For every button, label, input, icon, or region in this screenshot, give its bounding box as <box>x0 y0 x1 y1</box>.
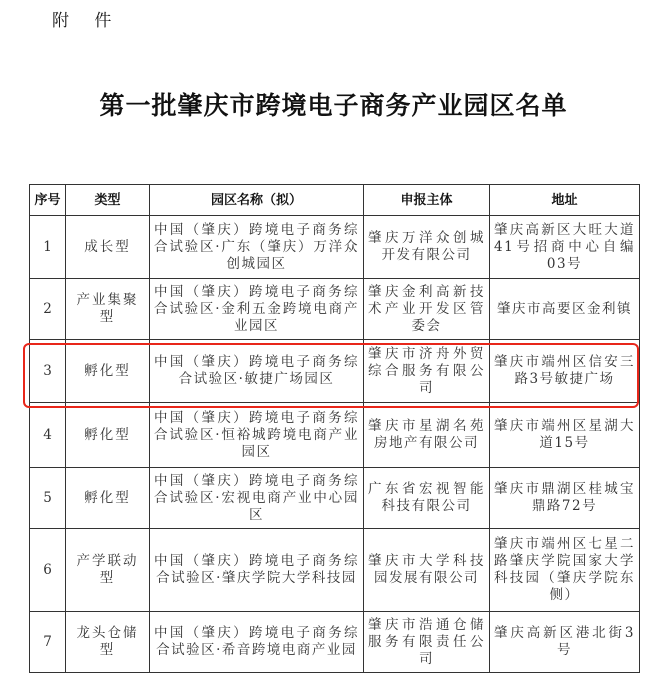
table-row-highlighted <box>30 340 640 403</box>
row-park-name: 中国（肇庆）跨境电子商务综合试验区·希音跨境电商产业园 <box>150 612 364 673</box>
row-park-name: 中国（肇庆）跨境电子商务综合试验区·广东（肇庆）万洋众创城园区 <box>150 216 364 279</box>
row-park-name: 中国（肇庆）跨境电子商务综合试验区·肇庆学院大学科技园 <box>150 529 364 612</box>
table-row <box>30 279 640 340</box>
row-type: 龙头仓储型 <box>66 612 150 673</box>
column-header-address: 地址 <box>490 185 640 216</box>
park-list-table <box>29 184 640 673</box>
row-number: 3 <box>30 340 66 403</box>
row-address: 肇庆高新区港北街3号 <box>490 612 640 673</box>
row-applicant: 肇庆市大学科技园发展有限公司 <box>364 529 490 612</box>
row-address: 肇庆市端州区信安三路3号敏捷广场 <box>490 340 640 403</box>
attachment-label: 附 件 <box>52 11 122 31</box>
row-number: 2 <box>30 279 66 340</box>
row-type: 成长型 <box>66 216 150 279</box>
table-row <box>30 529 640 612</box>
row-address: 肇庆市高要区金利镇 <box>490 279 640 340</box>
row-number: 4 <box>30 403 66 468</box>
row-park-name: 中国（肇庆）跨境电子商务综合试验区·敏捷广场园区 <box>150 340 364 403</box>
row-applicant: 广东省宏视智能科技有限公司 <box>364 468 490 529</box>
row-applicant: 肇庆市济舟外贸综合服务有限公司 <box>364 340 490 403</box>
row-applicant: 肇庆金利高新技术产业开发区管委会 <box>364 279 490 340</box>
row-type: 产业集聚型 <box>66 279 150 340</box>
row-applicant: 肇庆万洋众创城开发有限公司 <box>364 216 490 279</box>
row-applicant: 肇庆市星湖名苑房地产有限公司 <box>364 403 490 468</box>
row-address: 肇庆高新区大旺大道41号招商中心自编03号 <box>490 216 640 279</box>
row-type: 孵化型 <box>66 403 150 468</box>
row-number: 7 <box>30 612 66 673</box>
column-header-type: 类型 <box>66 185 150 216</box>
row-number: 1 <box>30 216 66 279</box>
row-address: 肇庆市鼎湖区桂城宝鼎路72号 <box>490 468 640 529</box>
row-address: 肇庆市端州区星湖大道15号 <box>490 403 640 468</box>
table-row <box>30 468 640 529</box>
table-row <box>30 612 640 673</box>
row-number: 5 <box>30 468 66 529</box>
row-type: 孵化型 <box>66 340 150 403</box>
row-park-name: 中国（肇庆）跨境电子商务综合试验区·宏视电商产业中心园区 <box>150 468 364 529</box>
column-header-number: 序号 <box>30 185 66 216</box>
column-header-applicant: 申报主体 <box>364 185 490 216</box>
row-applicant: 肇庆市浩通仓储服务有限责任公司 <box>364 612 490 673</box>
column-header-park-name: 园区名称（拟） <box>150 185 364 216</box>
row-type: 产学联动型 <box>66 529 150 612</box>
row-park-name: 中国（肇庆）跨境电子商务综合试验区·金利五金跨境电商产业园区 <box>150 279 364 340</box>
row-number: 6 <box>30 529 66 612</box>
row-address: 肇庆市端州区七星二路肇庆学院国家大学科技园（肇庆学院东侧） <box>490 529 640 612</box>
table-header-row <box>30 185 640 216</box>
table-row <box>30 216 640 279</box>
document-title: 第一批肇庆市跨境电子商务产业园区名单 <box>99 91 568 120</box>
row-park-name: 中国（肇庆）跨境电子商务综合试验区·恒裕城跨境电商产业园区 <box>150 403 364 468</box>
table-row <box>30 403 640 468</box>
row-type: 孵化型 <box>66 468 150 529</box>
